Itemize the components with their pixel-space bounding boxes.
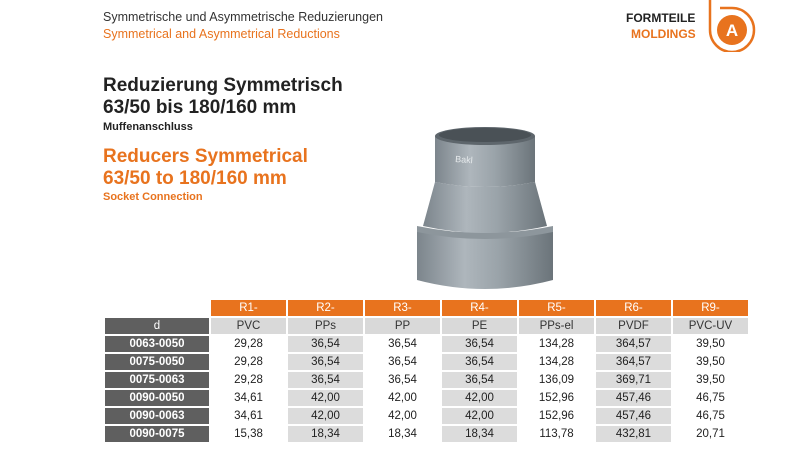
price-cell: 369,71	[596, 372, 671, 388]
price-cell: 18,34	[288, 426, 363, 442]
dimension-header: d	[105, 318, 209, 334]
row-code: 0063-0050	[105, 336, 209, 352]
price-cell: 364,57	[596, 354, 671, 370]
price-cell: 34,61	[234, 392, 263, 404]
brand-moldings: MOLDINGS	[631, 27, 696, 41]
table-row	[105, 372, 748, 388]
price-cell: 136,09	[538, 374, 575, 386]
series-header: R5-	[519, 300, 594, 316]
price-cell: 36,54	[288, 354, 363, 370]
price-cell: 42,00	[388, 392, 417, 404]
price-cell: 152,96	[538, 410, 575, 422]
price-cell: 18,34	[442, 426, 517, 442]
price-cell: 36,54	[442, 336, 517, 352]
material-header: PE	[442, 318, 517, 334]
product-subtitle-en: Socket Connection	[103, 191, 203, 203]
price-cell: 34,61	[234, 410, 263, 422]
price-cell: 36,54	[442, 354, 517, 370]
product-title-en: Reducers Symmetrical 63/50 to 180/160 mm	[103, 146, 308, 189]
row-code: 0090-0063	[105, 408, 209, 424]
price-cell: 29,28	[234, 338, 263, 350]
price-cell: 20,71	[696, 428, 725, 440]
series-row	[105, 300, 748, 316]
table-row	[105, 390, 748, 406]
table-row	[105, 336, 748, 352]
series-header: R1-	[211, 300, 286, 316]
row-code: 0075-0050	[105, 354, 209, 370]
price-cell: 42,00	[442, 390, 517, 406]
material-header: PVC-UV	[673, 318, 748, 334]
price-cell: 42,00	[388, 410, 417, 422]
price-table	[103, 298, 750, 444]
table-row	[105, 354, 748, 370]
price-cell: 42,00	[442, 408, 517, 424]
price-cell: 46,75	[696, 392, 725, 404]
price-cell: 36,54	[388, 374, 417, 386]
price-cell: 29,28	[234, 374, 263, 386]
brand-formteile: FORMTEILE	[626, 11, 696, 25]
material-header: PPs	[288, 318, 363, 334]
reducer-product-image	[405, 122, 565, 292]
brand-logo	[706, 0, 766, 52]
price-cell: 15,38	[234, 428, 263, 440]
price-cell: 18,34	[388, 428, 417, 440]
price-cell: 46,75	[696, 410, 725, 422]
price-cell: 39,50	[696, 374, 725, 386]
product-subtitle-de: Muffenanschluss	[103, 121, 193, 133]
price-cell: 113,78	[539, 428, 574, 440]
price-cell: 36,54	[388, 356, 417, 368]
price-cell: 134,28	[538, 338, 575, 350]
pipe-brand-label: Bakl	[454, 154, 474, 166]
price-cell: 36,54	[288, 336, 363, 352]
material-header: PVC	[211, 318, 286, 334]
price-cell: 42,00	[288, 408, 363, 424]
row-code: 0090-0050	[105, 390, 209, 406]
price-cell: 42,00	[288, 390, 363, 406]
header-title-en: Symmetrical and Asymmetrical Reductions	[103, 27, 340, 41]
price-cell: 152,96	[538, 392, 575, 404]
material-header: PP	[365, 318, 440, 334]
price-cell: 457,46	[596, 390, 671, 406]
price-cell: 364,57	[596, 336, 671, 352]
row-code: 0090-0075	[105, 426, 209, 442]
logo-letter: A	[725, 21, 739, 40]
series-header: R9-	[673, 300, 748, 316]
price-cell: 134,28	[538, 356, 575, 368]
material-row	[105, 318, 748, 334]
price-cell: 39,50	[696, 356, 725, 368]
row-code: 0075-0063	[105, 372, 209, 388]
table-row	[105, 426, 748, 442]
price-cell: 457,46	[596, 408, 671, 424]
table-row	[105, 408, 748, 424]
price-cell: 36,54	[388, 338, 417, 350]
material-header: PVDF	[596, 318, 671, 334]
series-header: R2-	[288, 300, 363, 316]
series-header: R3-	[365, 300, 440, 316]
price-cell: 36,54	[288, 372, 363, 388]
header-title-de: Symmetrische und Asymmetrische Reduzierungen	[103, 10, 383, 24]
price-cell: 29,28	[234, 356, 263, 368]
series-header: R6-	[596, 300, 671, 316]
series-header: R4-	[442, 300, 517, 316]
price-cell: 432,81	[596, 426, 671, 442]
product-title-de: Reduzierung Symmetrisch 63/50 bis 180/160 mm	[103, 75, 343, 118]
material-header: PPs-el	[519, 318, 594, 334]
price-cell: 39,50	[696, 338, 725, 350]
price-cell: 36,54	[442, 372, 517, 388]
